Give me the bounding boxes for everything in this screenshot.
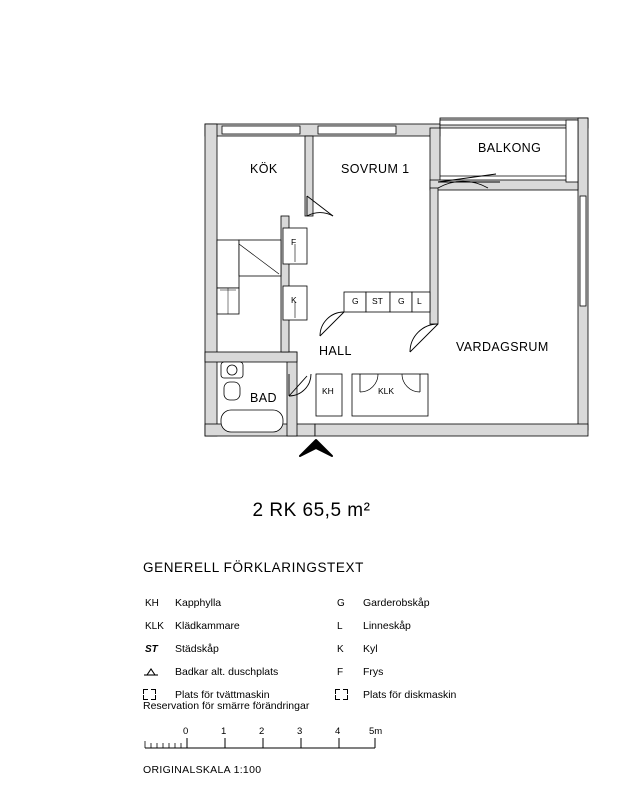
room-label-bad: BAD	[250, 391, 277, 405]
room-label-sovrum-1: SOVRUM 1	[341, 162, 410, 176]
legend-grid	[143, 597, 563, 701]
scale-tick-5m: 5m	[369, 726, 383, 737]
closet-label-frys: F	[291, 237, 297, 247]
closet-label-kyl: K	[291, 295, 297, 305]
room-label-kok: KÖK	[250, 162, 278, 176]
legend-code-st: ST	[145, 643, 158, 655]
legend-text-kapphylla: Kapphylla	[175, 597, 222, 609]
scale-tick-1: 1	[221, 726, 227, 737]
legend-text-linneskap: Linneskåp	[363, 620, 411, 632]
legend-code-l: L	[337, 620, 343, 632]
legend-code-g: G	[337, 597, 345, 609]
legend-code-f: F	[337, 666, 344, 678]
legend-text-diskmaskin: Plats för diskmaskin	[363, 689, 457, 701]
legend-text-garderobskap: Garderobskåp	[363, 597, 430, 609]
room-label-vardagsrum: VARDAGSRUM	[456, 340, 549, 354]
legend-text-kladkammare: Klädkammare	[175, 620, 240, 632]
dishwasher-space-icon	[335, 689, 351, 701]
scale-tick-0: 0	[183, 726, 189, 737]
closet-label-stadskap: ST	[372, 296, 383, 306]
legend-text-tvattmaskin: Plats för tvättmaskin	[175, 689, 270, 701]
closet-label-garderob-2: G	[398, 296, 405, 306]
scale-tick-4: 4	[335, 726, 341, 737]
closet-label-kladkammare: KLK	[378, 386, 395, 396]
closet-label-garderob-1: G	[352, 296, 359, 306]
room-label-balkong: BALKONG	[478, 141, 542, 155]
closet-label-linneskap: L	[417, 296, 422, 306]
closet-label-kapphylla: KH	[322, 386, 334, 396]
legend-code-k: K	[337, 643, 344, 655]
legend-text-badkar: Badkar alt. duschplats	[175, 666, 279, 678]
plan-area-title: 2 RK 65,5 m²	[252, 500, 371, 521]
legend-code-klk: KLK	[145, 620, 164, 632]
scale-caption: ORIGINALSKALA 1:100	[143, 764, 262, 776]
scale-bar-svg	[143, 726, 403, 760]
legend	[143, 560, 563, 701]
legend-text-stadskap: Städskåp	[175, 643, 219, 655]
legend-text-kyl: Kyl	[363, 643, 378, 655]
scale-bar	[143, 726, 403, 786]
bathtub-icon	[143, 666, 159, 678]
room-label-hall: HALL	[319, 344, 352, 358]
reservation-note: Reservation för smärre förändringar	[143, 700, 310, 712]
scale-tick-2: 2	[259, 726, 265, 737]
legend-code-kh: KH	[145, 597, 159, 609]
legend-heading: GENERELL FÖRKLARINGSTEXT	[143, 560, 364, 575]
scale-tick-3: 3	[297, 726, 303, 737]
legend-text-frys: Frys	[363, 666, 384, 678]
